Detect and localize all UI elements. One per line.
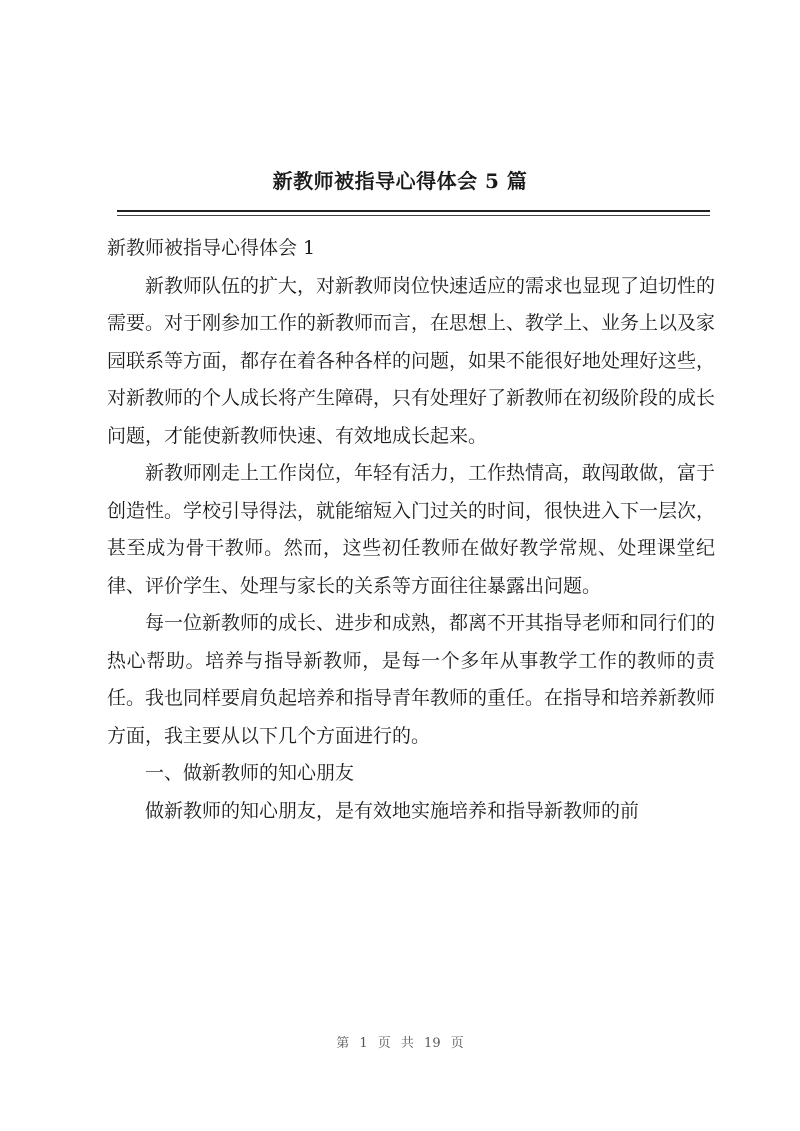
page-number-footer: 第 1 页 共 19 页 bbox=[336, 1036, 464, 1051]
title-rule-thin bbox=[117, 215, 710, 216]
document-title: 新教师被指导心得体会 5 篇 bbox=[272, 169, 528, 193]
paragraph: 每一位新教师的成长、进步和成熟，都离不开其指导老师和同行们的热心帮助。培养与指导新教师，是每一个多年从事教学工作的教师的责任。我也同样要肩负起培养和指导青年教师的重任。在指导和培养新教师方面，我主要从以下几个方面进行的。 bbox=[107, 612, 716, 747]
section-heading: 新教师被指导心得体会 1 bbox=[107, 237, 316, 259]
paragraph: 新教师队伍的扩大，对新教师岗位快速适应的需求也显现了迫切性的需要。对于刚参加工作的新教师而言，在思想上、教学上、业务上以及家园联系等方面，都存在着各种各样的问题，如果不能很好地处理好这些，对新教师的个人成长将产生障碍，只有处理好了新教师在初级阶段的成长问题，才能使新教师快速、有效地成长起来。 bbox=[107, 274, 716, 447]
title-rule-thick bbox=[117, 210, 710, 212]
paragraph: 做新教师的知心朋友，是有效地实施培养和指导新教师的前 bbox=[145, 799, 640, 822]
subheading: 一、做新教师的知心朋友 bbox=[145, 762, 355, 784]
paragraph: 新教师刚走上工作岗位，年轻有活力，工作热情高，敢闯敢做，富于创造性。学校引导得法，就能缩短入门过关的时间，很快进入下一层次，甚至成为骨干教师。然而，这些初任教师在做好教学常规、处理课堂纪律、评价学生、处理与家长的关系等方面往往暴露出问题。 bbox=[107, 462, 716, 597]
document-body bbox=[107, 230, 715, 830]
